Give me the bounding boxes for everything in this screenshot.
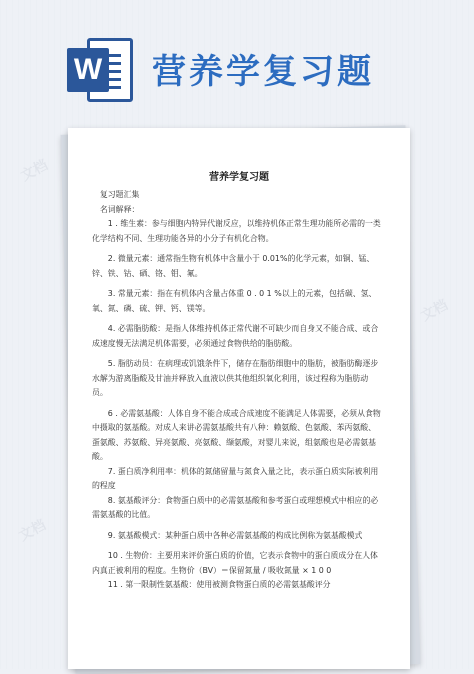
- paragraph: 2. 微量元素：通常指生物有机体中含量小于 0.01%的化学元素，如铜、锰、锌、铁、钴、硒、铬、钼、氟。: [92, 254, 375, 278]
- document-body: [92, 188, 382, 593]
- paragraph: 11 . 第一限制性氨基酸：使用被测食物蛋白质的必需氨基酸评分: [107, 580, 331, 589]
- paragraph: 1 . 维生素：参与细胞内特异代谢反应，以维持机体正常生理功能所必需的一类化学结构不同、生理功能各异的小分子有机化合物。: [92, 219, 381, 243]
- paragraph: 10 . 生物价：主要用来评价蛋白质的价值，它表示食物中的蛋白质成分在人体内真正被利用的程度。生物价（BV）＝保留氮量 / 吸收氮量 × 1 0 0: [92, 551, 378, 575]
- word-letter-tile: W: [67, 48, 109, 92]
- background-watermark: 文档: [16, 517, 49, 545]
- paragraph: 9. 氨基酸模式：某种蛋白质中各种必需氨基酸的构成比例称为氨基酸模式: [107, 530, 363, 540]
- background-watermark: 文档: [418, 297, 451, 325]
- paragraph: 4. 必需脂肪酸：是指人体维持机体正常代谢不可缺少而自身又不能合成、或合成速度慢无法满足机体需要，必须通过食物供给的脂肪酸。: [92, 324, 379, 348]
- paragraph: 复习题汇集: [99, 190, 140, 199]
- word-icon: [67, 38, 133, 102]
- document-title: 营养学复习题: [209, 172, 269, 183]
- paragraph: 6 . 必需氨基酸：人体自身不能合成或合成速度不能满足人体需要，必须从食物中摄取的氨基酸。对成人来讲必需氨基酸共有八种：赖氨酸、色氨酸、苯丙氨酸、蛋氨酸、苏氨酸、异亮氨酸、亮氨酸、缬氨酸，对婴儿来说，组氨酸也是必需氨基酸。: [92, 408, 381, 461]
- paragraph: 3. 常量元素：指在有机体内含量占体重 0 . 0 1 %以上的元素，包括碳、氢、氧、氮、磷、硫、钾、钙、镁等。: [92, 289, 377, 313]
- document-page: [68, 128, 410, 669]
- paragraph: 名词解释：: [99, 204, 140, 214]
- paragraph: 8. 氨基酸评分：食物蛋白质中的必需氨基酸和参考蛋白或理想模式中相应的必需氨基酸的比值。: [92, 495, 379, 519]
- page-header: [0, 0, 474, 128]
- paragraph: 5. 脂肪动员：在病理或饥饿条件下，储存在脂肪细胞中的脂肪，被脂肪酶逐步水解为游离脂酸及甘油并释放入血液以供其他组织氧化利用，该过程称为脂肪动员。: [92, 359, 379, 397]
- background-watermark: 文档: [18, 157, 51, 185]
- paragraph: 7. 蛋白质净利用率：机体的氮储留量与氮食入量之比，表示蛋白质实际被利用的程度: [92, 466, 379, 490]
- header-title: 营养学复习题: [152, 52, 374, 92]
